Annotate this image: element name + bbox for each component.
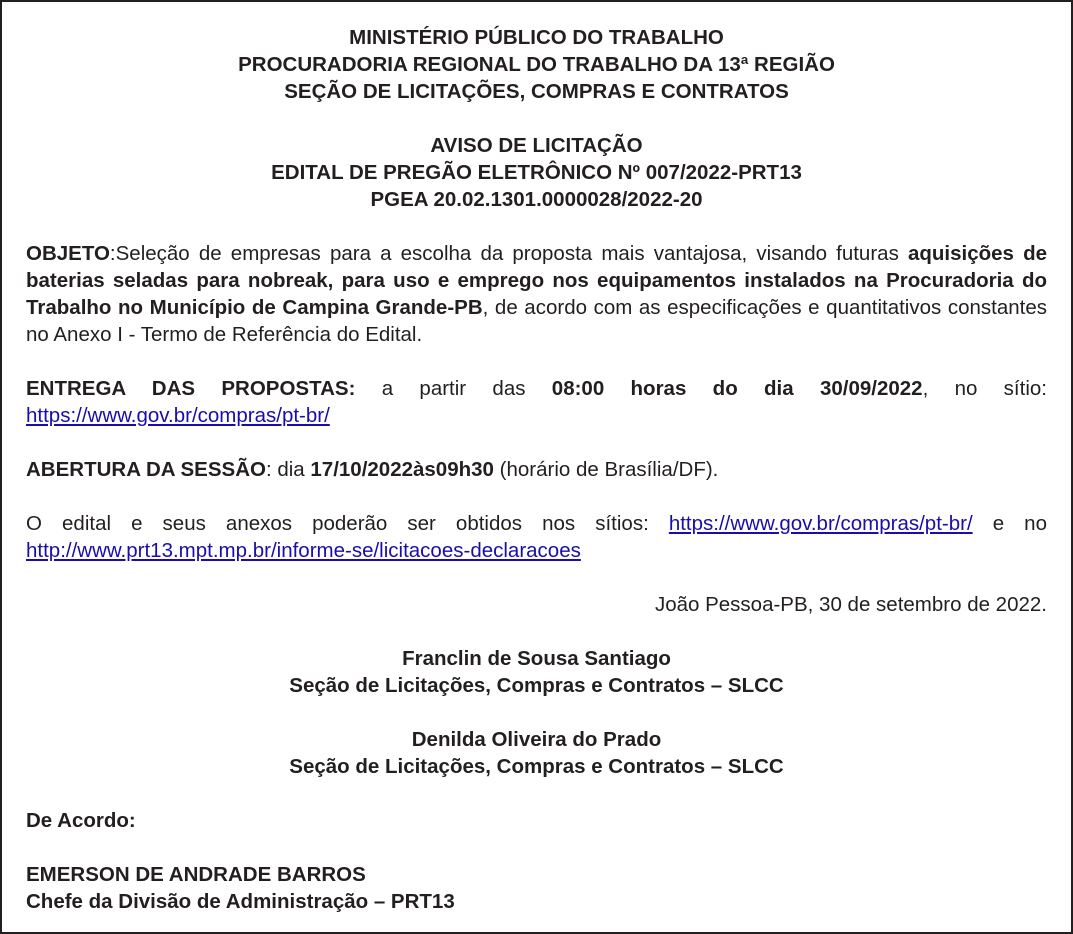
abertura-text-1: : dia	[265, 458, 311, 481]
entrega-text-1: a partir das	[355, 377, 552, 400]
pgea-number: PGEA 20.02.1301.0000028/2022-20	[370, 188, 703, 211]
entrega-text-2: , no sítio:	[922, 377, 1047, 400]
signature-block-2	[26, 726, 1047, 780]
signature-block-1	[26, 645, 1047, 699]
entrega-datetime: 08:00 horas do dia 30/09/2022	[551, 377, 923, 400]
objeto-paragraph	[26, 240, 1047, 348]
edital-paragraph	[26, 510, 1047, 564]
abertura-label: ABERTURA DA SESSÃO	[26, 458, 266, 481]
notice-title-block	[26, 132, 1047, 213]
compras-link[interactable]: https://www.gov.br/compras/pt-br/	[668, 512, 973, 535]
header-block	[26, 24, 1047, 105]
abertura-datetime: 17/10/2022às09h30	[310, 458, 494, 481]
edital-number: EDITAL DE PREGÃO ELETRÔNICO Nº 007/2022-PRT13	[271, 161, 802, 184]
prt13-link[interactable]: http://www.prt13.mpt.mp.br/informe-se/licitacoes-declaracoes	[26, 539, 581, 562]
signature-name-1: Franclin de Sousa Santiago	[402, 647, 671, 670]
objeto-label: OBJETO	[26, 242, 110, 265]
abertura-text-2: (horário de Brasília/DF).	[493, 458, 719, 481]
signature-role-2: Seção de Licitações, Compras e Contratos – SLCC	[289, 755, 784, 778]
approval-role: Chefe da Divisão de Administração – PRT13	[26, 890, 455, 913]
objeto-text-1: :Seleção de empresas para a escolha da proposta mais vantajosa, visando futuras	[109, 242, 908, 265]
approval-label: De Acordo:	[26, 809, 136, 832]
edital-text-2: e no	[972, 512, 1047, 535]
abertura-paragraph	[26, 456, 1047, 483]
approval-name: EMERSON DE ANDRADE BARROS	[26, 863, 366, 886]
signature-role-1: Seção de Licitações, Compras e Contratos – SLCC	[289, 674, 784, 697]
signature-name-2: Denilda Oliveira do Prado	[411, 728, 662, 751]
entrega-paragraph	[26, 375, 1047, 429]
entrega-link[interactable]: https://www.gov.br/compras/pt-br/	[26, 404, 330, 427]
objeto-bold-text: aquisições de baterias seladas para nobreak, para uso e emprego nos equipamentos instalados na Procuradoria do Trabalho no Município de Campina Grande-PB	[26, 242, 1047, 319]
header-section: SEÇÃO DE LICITAÇÕES, COMPRAS E CONTRATOS	[284, 80, 789, 103]
notice-title: AVISO DE LICITAÇÃO	[430, 134, 643, 157]
header-procuradoria: PROCURADORIA REGIONAL DO TRABALHO DA 13ª REGIÃO	[238, 53, 835, 76]
objeto-text-2: , de acordo com as especificações e quantitativos constantes no Anexo I - Termo de Referência do Edital.	[26, 296, 1047, 346]
header-ministry: MINISTÉRIO PÚBLICO DO TRABALHO	[349, 26, 724, 49]
edital-text-1: O edital e seus anexos poderão ser obtidos nos sítios:	[26, 512, 669, 535]
approval-block	[26, 861, 1047, 915]
entrega-label: ENTREGA DAS PROPOSTAS:	[26, 377, 356, 400]
date-line: João Pessoa-PB, 30 de setembro de 2022.	[654, 593, 1047, 616]
